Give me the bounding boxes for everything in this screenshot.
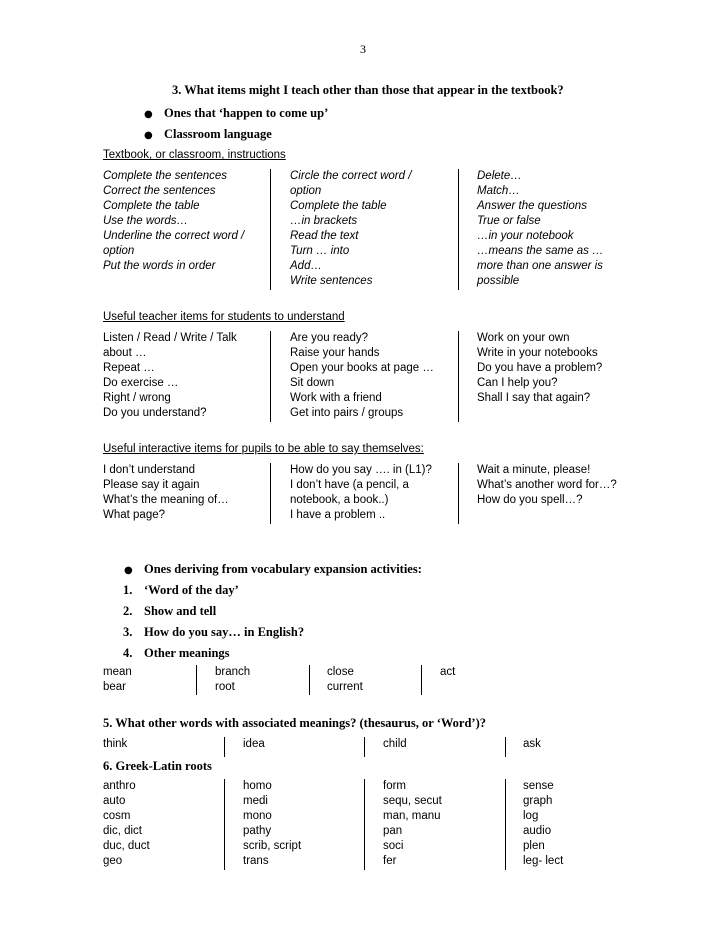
roots-col-1 <box>103 779 150 869</box>
roots-col-2 <box>243 779 301 869</box>
instructions-heading: Textbook, or classroom, instructions <box>103 149 286 161</box>
list-item: trans <box>243 855 269 867</box>
list-item: Put the words in order <box>103 260 216 272</box>
list-number: 2. <box>123 604 133 618</box>
list-item: What’s the meaning of… <box>103 494 229 506</box>
list-item: branch <box>215 666 251 678</box>
bullet-happen-to-come-up: Ones that ‘happen to come up’ <box>164 106 329 120</box>
list-item: audio <box>523 825 552 837</box>
thesaurus-col-4 <box>523 737 541 752</box>
column-divider <box>421 665 422 695</box>
meanings-col-1 <box>103 665 132 695</box>
list-item: Use the words… <box>103 215 189 227</box>
list-item: Repeat … <box>103 362 155 374</box>
list-item: sense <box>523 780 554 792</box>
list-item: man, manu <box>383 810 441 822</box>
list-item: form <box>383 780 406 792</box>
list-item: geo <box>103 855 123 867</box>
list-item: auto <box>103 795 126 807</box>
list-number: 3. <box>123 625 133 639</box>
numbered-item-word-of-the-day: ‘Word of the day’ <box>144 583 239 597</box>
teacher-items-heading: Useful teacher items for students to understand <box>103 311 345 323</box>
list-item: I don’t understand <box>103 464 196 476</box>
list-item: fer <box>383 855 397 867</box>
list-item: pan <box>383 825 403 837</box>
list-item: Write in your notebooks <box>477 347 598 359</box>
instructions-col-1 <box>103 169 244 274</box>
list-item: leg- lect <box>523 855 564 867</box>
list-item: Match… <box>477 185 520 197</box>
question-6-heading: 6. Greek-Latin roots <box>103 759 212 773</box>
column-divider <box>505 737 506 757</box>
numbered-item-show-and-tell: Show and tell <box>144 604 217 618</box>
list-item: anthro <box>103 780 136 792</box>
list-item: close <box>327 666 354 678</box>
list-item: root <box>215 681 235 693</box>
list-item: idea <box>243 738 265 750</box>
list-item: Add… <box>290 260 322 272</box>
list-item: Raise your hands <box>290 347 380 359</box>
instructions-col-3 <box>477 169 604 289</box>
bullet-vocabulary-expansion: Ones deriving from vocabulary expansion activities: <box>144 562 422 576</box>
list-item: option <box>290 185 322 197</box>
numbered-item-other-meanings: Other meanings <box>144 646 230 660</box>
bullet-icon: ● <box>144 130 153 141</box>
pupil-items-heading: Useful interactive items for pupils to be able to say themselves: <box>103 443 424 455</box>
column-divider <box>224 779 225 870</box>
list-item: How do you spell…? <box>477 494 583 506</box>
column-divider <box>270 331 271 422</box>
list-item: …in brackets <box>290 215 358 227</box>
list-item: act <box>440 666 456 678</box>
column-divider <box>270 169 271 290</box>
list-item: log <box>523 810 539 822</box>
list-item: pathy <box>243 825 272 837</box>
numbered-item-how-do-you-say: How do you say… in English? <box>144 625 305 639</box>
list-item: Write sentences <box>290 275 373 287</box>
roots-col-3 <box>383 779 442 869</box>
list-item: homo <box>243 780 272 792</box>
list-item: possible <box>477 275 520 287</box>
list-item: duc, duct <box>103 840 150 852</box>
meanings-col-4 <box>440 665 455 680</box>
list-item: Do exercise … <box>103 377 179 389</box>
thesaurus-col-1 <box>103 737 127 752</box>
list-item: Sit down <box>290 377 335 389</box>
list-item: Work on your own <box>477 332 570 344</box>
column-divider <box>270 463 271 524</box>
list-item: Please say it again <box>103 479 200 491</box>
column-divider <box>196 665 197 695</box>
list-item: scrib, script <box>243 840 302 852</box>
list-item: Work with a friend <box>290 392 382 404</box>
list-item: current <box>327 681 363 693</box>
list-item: graph <box>523 795 553 807</box>
bullet-icon: ● <box>124 565 133 576</box>
list-item: Answer the questions <box>477 200 587 212</box>
list-item: Wait a minute, please! <box>477 464 591 476</box>
column-divider <box>364 779 365 870</box>
column-divider <box>309 665 310 695</box>
list-item: What’s another word for…? <box>477 479 617 491</box>
page-number: 3 <box>360 42 366 56</box>
column-divider <box>505 779 506 870</box>
list-item: What page? <box>103 509 166 521</box>
list-item: …in your notebook <box>477 230 574 242</box>
list-item: ask <box>523 738 541 750</box>
list-item: Open your books at page … <box>290 362 434 374</box>
column-divider <box>364 737 365 757</box>
list-item: …means the same as … <box>477 245 604 257</box>
question-5-heading: 5. What other words with associated meanings? (thesaurus, or ‘Word’)? <box>103 716 486 730</box>
list-item: mean <box>103 666 132 678</box>
teacher-col-1 <box>103 331 237 421</box>
list-item: Read the text <box>290 230 359 242</box>
list-item: think <box>103 738 128 750</box>
meanings-col-2 <box>215 665 250 695</box>
column-divider <box>458 169 459 290</box>
list-item: I have a problem .. <box>290 509 386 521</box>
list-item: Complete the sentences <box>103 170 228 182</box>
list-item: Get into pairs / groups <box>290 407 404 419</box>
list-item: Do you have a problem? <box>477 362 603 374</box>
pupils-col-1 <box>103 463 229 523</box>
list-item: Circle the correct word / <box>290 170 412 182</box>
column-divider <box>224 737 225 757</box>
thesaurus-col-3 <box>383 737 407 752</box>
list-item: bear <box>103 681 127 693</box>
list-item: Complete the table <box>103 200 200 212</box>
pupils-col-2 <box>290 463 432 523</box>
list-item: Can I help you? <box>477 377 558 389</box>
list-item: option <box>103 245 135 257</box>
roots-col-4 <box>523 779 563 869</box>
bullet-classroom-language: Classroom language <box>164 127 272 141</box>
list-number: 4. <box>123 646 133 660</box>
list-item: Complete the table <box>290 200 387 212</box>
list-item: Do you understand? <box>103 407 207 419</box>
list-item: Shall I say that again? <box>477 392 591 404</box>
list-item: notebook, a book..) <box>290 494 389 506</box>
list-item: plen <box>523 840 545 852</box>
column-divider <box>458 463 459 524</box>
list-item: sequ, secut <box>383 795 442 807</box>
instructions-col-2 <box>290 169 411 289</box>
list-item: more than one answer is <box>477 260 603 272</box>
list-item: Correct the sentences <box>103 185 216 197</box>
pupils-col-3 <box>477 463 617 508</box>
list-item: Underline the correct word / <box>103 230 245 242</box>
list-item: medi <box>243 795 268 807</box>
list-item: dic, dict <box>103 825 142 837</box>
teacher-col-2 <box>290 331 434 421</box>
list-item: Delete… <box>477 170 522 182</box>
list-item: Are you ready? <box>290 332 368 344</box>
list-item: cosm <box>103 810 131 822</box>
list-item: child <box>383 738 407 750</box>
question-3-heading: 3. What items might I teach other than those that appear in the textbook? <box>172 83 564 97</box>
list-number: 1. <box>123 583 133 597</box>
thesaurus-col-2 <box>243 737 265 752</box>
list-item: Turn … into <box>290 245 350 257</box>
meanings-col-3 <box>327 665 363 695</box>
column-divider <box>458 331 459 422</box>
list-item: I don’t have (a pencil, a <box>290 479 409 491</box>
list-item: True or false <box>477 215 541 227</box>
bullet-icon: ● <box>144 109 153 120</box>
list-item: mono <box>243 810 272 822</box>
list-item: How do you say …. in (L1)? <box>290 464 432 476</box>
list-item: Listen / Read / Write / Talk <box>103 332 237 344</box>
list-item: soci <box>383 840 404 852</box>
teacher-col-3 <box>477 331 602 406</box>
list-item: Right / wrong <box>103 392 171 404</box>
list-item: about … <box>103 347 147 359</box>
